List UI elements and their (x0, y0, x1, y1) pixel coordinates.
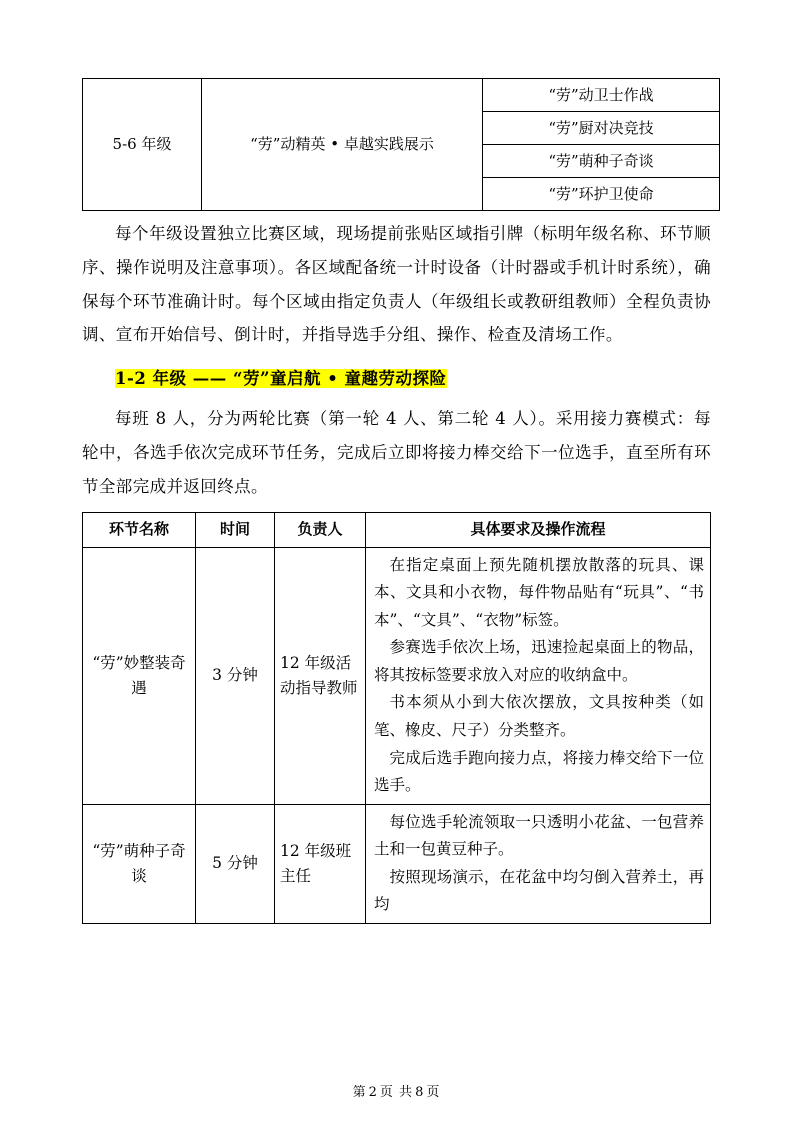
event-cell: “劳”环护卫使命 (483, 178, 720, 211)
requirement-line: 每位选手轮流领取一只透明小花盆、一包营养土和一包黄豆种子。 (374, 812, 704, 859)
column-header-time: 时间 (196, 512, 275, 547)
activity-requirements (366, 547, 711, 804)
activity-time: 5 分钟 (196, 804, 275, 923)
event-cell: “劳”萌种子奇谈 (483, 145, 720, 178)
footer-suffix: 页 (426, 1085, 441, 1100)
footer-prefix: 第 (352, 1085, 367, 1100)
page-footer (0, 1081, 793, 1100)
table-header-row (83, 512, 711, 547)
footer-middle: 页 共 (379, 1085, 414, 1100)
grade-cell: 5-6 年级 (83, 79, 202, 211)
table-row (83, 79, 720, 112)
activity-requirements (366, 804, 711, 923)
column-header-name: 环节名称 (83, 512, 196, 547)
requirement-line: 完成后选手跑向接力点，将接力棒交给下一位选手。 (374, 748, 704, 795)
requirement-line: 按照现场演示，在花盆中均匀倒入营养土，再均 (374, 867, 704, 914)
event-cell: “劳”动卫士作战 (483, 79, 720, 112)
table-row (83, 804, 711, 923)
section-heading (82, 362, 711, 396)
requirement-line: 书本须从小到大依次摆放，文具按种类（如笔、橡皮、尺子）分类整齐。 (374, 693, 704, 739)
section-heading-text: 1-2 年级 —— “劳”童启航 • 童趣劳动探险 (115, 369, 447, 389)
paragraph-text: 每个年级设置独立比赛区域，现场提前张贴区域指引牌（标明年级名称、环节顺序、操作说明及注意事项）。各区域配备统一计时设备（计时器或手机计时系统），确保每个环节准确计时。每个区域由指定负责人（年级组长或教研组教师）全程负责协调、宣布开始信号、倒计时，并指导选手分组、操作、检查及清场工作。 (82, 224, 711, 345)
column-header-owner: 负责人 (275, 512, 366, 547)
activity-owner: 12 年级活动指导教师 (275, 547, 366, 804)
grade-events-table (82, 78, 720, 211)
activity-owner: 12 年级班主任 (275, 804, 366, 923)
footer-current-page: 2 (368, 1085, 378, 1100)
table-row (83, 547, 711, 804)
activity-name: “劳”妙整装奇遇 (83, 547, 196, 804)
paragraph-block-two (82, 402, 711, 503)
event-cell: “劳”厨对决竞技 (483, 112, 720, 145)
activity-detail-table (82, 512, 711, 925)
requirement-line: 参赛选手依次上场，迅速捡起桌面上的物品，将其按标签要求放入对应的收纳盒中。 (374, 638, 704, 684)
paragraph-text: 每班 8 人，分为两轮比赛（第一轮 4 人、第二轮 4 人）。采用接力赛模式：每轮中，各选手依次完成环节任务，完成后立即将接力棒交给下一位选手，直至所有环节全部完成并返回终点。 (82, 409, 711, 496)
paragraph-block-one (82, 217, 711, 352)
activity-name: “劳”萌种子奇谈 (83, 804, 196, 923)
footer-total-pages: 8 (415, 1085, 425, 1100)
activity-time: 3 分钟 (196, 547, 275, 804)
theme-cell: “劳”动精英 • 卓越实践展示 (202, 79, 483, 211)
column-header-requirements: 具体要求及操作流程 (366, 512, 711, 547)
requirement-line: 在指定桌面上预先随机摆放散落的玩具、课本、文具和小衣物，每件物品贴有“玩具”、“书本”、“文具”、“衣物”标签。 (374, 555, 704, 629)
